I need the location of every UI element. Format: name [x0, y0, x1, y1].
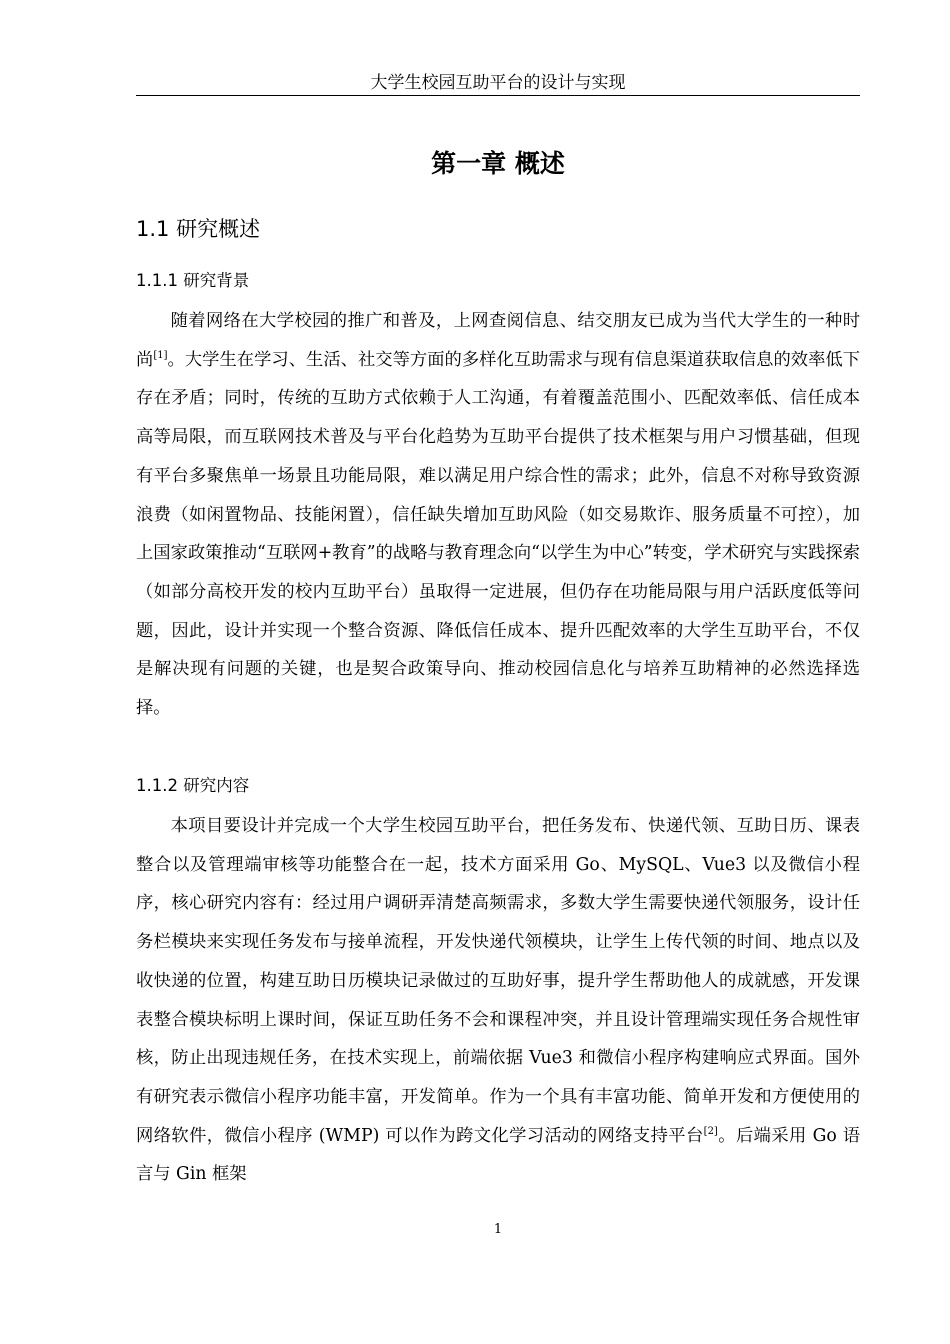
- paragraph-research-background: [136, 302, 860, 728]
- paragraph-text: 本项目要设计并完成一个大学生校园互助平台，把任务发布、快递代领、互助日历、课表整合以及管理端审核等功能整合在一起，技术方面采用 Go、MySQL、Vue3 以及微信小程序，核心研究内容有：经过用户调研弄清楚高频需求，多数大学生需要快递代领服务，设计任务栏模块来实现任务发布与接单流程，开发快递代领模块，让学生上传代领的时间、地点以及收快递的位置，构建互助日历模块记录做过的互助好事，提升学生帮助他人的成就感，开发课表整合模块标明上课时间，保证互助任务不会和课程冲突，并且设计管理端实现任务合规性审核，防止出现违规任务，在技术实现上，前端依据 Vue3 和微信小程序构建响应式界面。国外有研究表示微信小程序功能丰富，开发简单。作为一个具有丰富功能、简单开发和方便使用的网络软件，微信小程序 (WMP) 可以作为跨文化学习活动的网络支持平台: [136, 816, 860, 1146]
- citation-ref: [1]: [153, 349, 168, 361]
- citation-ref: [2]: [703, 1125, 718, 1137]
- chapter-title: 第一章 概述: [431, 149, 565, 178]
- paragraph-text: 。后端采用 Go 语言与 Gin 框架: [136, 1125, 860, 1185]
- page-number: 1: [493, 1222, 503, 1237]
- section-heading-1-1: 1.1 研究概述: [136, 217, 261, 241]
- running-header: [136, 71, 860, 96]
- running-header-title: 大学生校园互助平台的设计与实现: [370, 73, 626, 93]
- paragraph-text: 。大学生在学习、生活、社交等方面的多样化互助需求与现有信息渠道获取信息的效率低下存在矛盾；同时，传统的互助方式依赖于人工沟通，有着覆盖范围小、匹配效率低、信任成本高等局限，而互联网技术普及与平台化趋势为互助平台提供了技术框架与用户习惯基础，但现有平台多聚焦单一场景且功能局限，难以满足用户综合性的需求；此外，信息不对称导致资源浪费（如闲置物品、技能闲置），信任缺失增加互助风险（如交易欺诈、服务质量不可控），加上国家政策推动“互联网+教育”的战略与教育理念向“以学生为中心”转变，学术研究与实践探索（如部分高校开发的校内互助平台）虽取得一定进展，但仍存在功能局限与用户活跃度低等问题，因此，设计并实现一个整合资源、降低信任成本、提升匹配效率的大学生互助平台，不仅是解决现有问题的关键，也是契合政策导向、推动校园信息化与培养互助精神的必然选择选择。: [136, 349, 860, 719]
- paragraph-research-content: [136, 807, 860, 1194]
- subsection-heading-1-1-1: 1.1.1 研究背景: [136, 271, 250, 290]
- paragraph-text: 随着网络在大学校园的推广和普及，上网查阅信息、结交朋友已成为当代大学生的一种时尚: [136, 311, 860, 370]
- subsection-heading-1-1-2: 1.1.2 研究内容: [136, 776, 250, 795]
